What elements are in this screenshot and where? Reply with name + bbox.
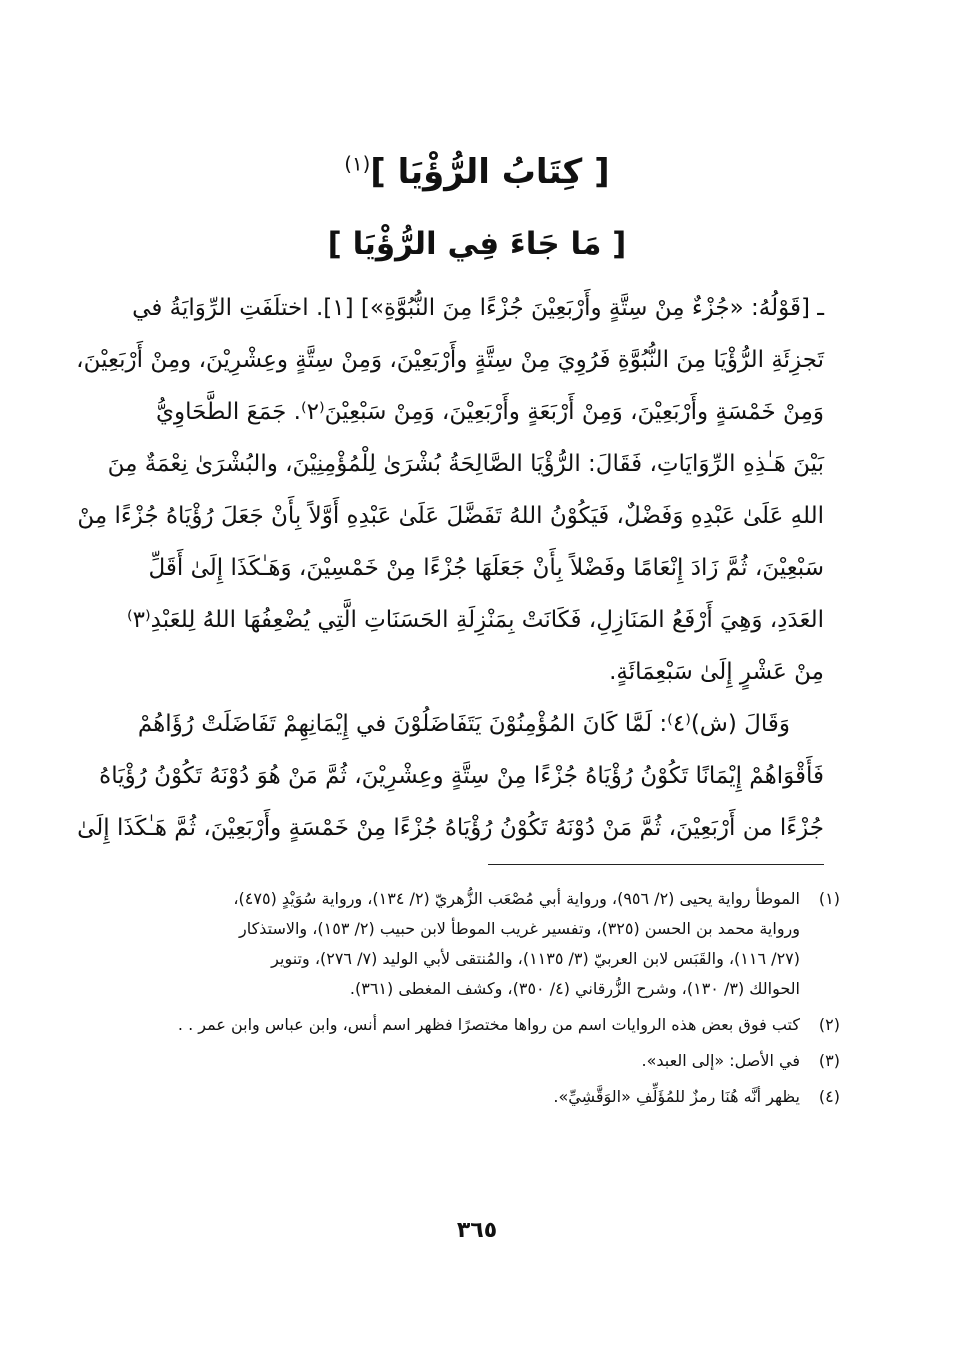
text-line: جُزْءًا من أَرْبَعِيْنَ، ثُمَّ مَنْ دُوْنَهُ تَكُوْنُ رُؤْيَاهُ جُزْءًا مِنْ خَمْسَةٍ وأَرْبَعِيْنَ، ثُمَّ هَـٰكَذَا إِلَىٰ xyxy=(77,815,824,841)
text-line: مِنْ عَشْرٍ إِلَىٰ سَبْعِمَائَةٍ. xyxy=(609,659,824,685)
footnote-number: (٤) xyxy=(818,1087,840,1106)
book-title-footnote-ref: (١) xyxy=(344,152,371,176)
text-line: وَمِنْ خَمْسَةٍ وأَرْبَعِيْنَ، وَمِنْ أَرْبَعَةٍ وأَرْبَعِيْنَ، وَمِنْ سَبْعِيْنَ⁽٢⁾. جَمَعَ الطَّحَاوِيُّ xyxy=(156,399,824,425)
main-text xyxy=(76,282,824,854)
page-number: ٣٦٥ xyxy=(456,1218,498,1243)
footnote-number: (٣) xyxy=(818,1051,840,1070)
text-line: وَقَالَ (ش)⁽٤⁾: لَمَّا كَانَ المُؤْمِنُوْنَ يَتَفَاضَلُوْنَ في إِيْمَانِهِمْ تَفَاضَلَتْ رُؤَاهُمْ xyxy=(137,711,790,737)
footnote xyxy=(120,1082,840,1112)
footnote-line: في الأصل: «إلى العبد». xyxy=(641,1051,800,1070)
footnotes xyxy=(120,884,840,1112)
footnote-number: (١) xyxy=(818,889,840,908)
footnote xyxy=(120,1046,840,1076)
footnote-line: يظهر أنَّه هُنَا رمزٌ للمُؤَلِّفِ «الوَقَّشِيِّ». xyxy=(553,1087,800,1106)
text-line: فَأَقْوَاهُمْ إِيْمَانًا تَكُوْنُ رُؤْيَاهُ جُزْءًا مِنْ سِتَّةٍ وعِشْرِيْنَ، ثُمَّ مَنْ هُوَ دُوْنَهُ تَكُوْنُ رُؤْيَاهُ xyxy=(99,763,824,789)
footnote-line: الموطأ رواية يحيى (٢/ ٩٥٦)، ورواية أبي مُصْعَب الزُّهريّ (٢/ ١٣٤)، ورواية سُوَيْدٍ (٤٧٥)، xyxy=(233,889,800,908)
book-title xyxy=(0,150,954,194)
footnote-text xyxy=(120,1082,800,1112)
text-line: سَبْعِيْنَ، ثُمَّ زَادَ إِنْعَامًا وفَضْلاً بِأَنْ جَعَلَهَا جُزْءًا مِنْ خَمْسِيْنَ، وَهَـٰكَذَا إِلَىٰ أَقَلِّ xyxy=(148,555,824,581)
footnote xyxy=(120,1010,840,1040)
footnote-text xyxy=(120,1046,800,1076)
chapter-title: [ مَا جَاءَ فِي الرُّؤْيَا ] xyxy=(327,226,627,262)
text-line: العَدَدِ، وَهِيَ أَرْفَعُ المَنَازِلِ، فَكَانَتْ بِمَنْزِلَةِ الحَسَنَاتِ الَّتِي يُضْعِفُهَا اللهُ لِلعَبْدِ⁽٣⁾ xyxy=(126,607,824,633)
footnote xyxy=(120,884,840,1004)
footnote-text xyxy=(120,884,800,1004)
text-line: بَيْنَ هَـٰذِهِ الرِّوَايَاتِ، فَقَالَ: الرُّؤْيَا الصَّالِحَةُ بُشْرَىٰ لِلْمُؤْمِنِيْنَ، والبُشْرَىٰ نِعْمَةٌ مِنَ xyxy=(107,451,824,477)
book-title-text: [ كِتَابُ الرُّؤْيَا ] xyxy=(370,152,610,192)
text-line: اللهِ عَلَىٰ عَبْدِهِ وَفَضْلٌ، فَيَكُوْنُ اللهُ تَفَضَّلَ عَلَىٰ عَبْدِهِ أَوَّلاً بِأَنْ جَعَلَ رُؤْيَاهُ جُزْءًا مِنْ xyxy=(77,503,824,529)
footnote-line: ورواية محمد بن الحسن (٣٢٥)، وتفسير غريب الموطأ لابن حبيب (٢/ ١٥٣)، والاستذكار xyxy=(239,919,800,938)
text-line: ـ [قَوْلُهُ: «جُزْءٌ مِنْ سِتَّةٍ وأَرْبَعِيْنَ جُزْءًا مِنَ النُّبُوَّةِ»] [١]. اختلَفَتِ الرِّوَايَةُ في xyxy=(132,295,824,321)
footnote-line: (٢٧/ ١١٦)، والقَبَس لابن العربيّ (٣/ ١١٣٥)، والمُنتقى لأبي الوليد (٧/ ٢٧٦)، وتنوير xyxy=(271,949,800,968)
footnote-line: كتب فوق بعض هذه الروايات اسم من رواها مختصرًا فظهر اسم أنس، وابن عباس وابن عمر . . xyxy=(177,1015,800,1034)
text-line: تَجزِئَةِ الرُّؤْيَا مِنَ النُّبُوَّةِ فَرُوِيَ مِنْ سِتَّةٍ وأَرْبَعِيْنَ، وَمِنْ سِتَّةٍ وعِشْرِيْنَ، ومِنْ أَرْبَعِيْنَ، xyxy=(76,347,824,373)
footnote-text xyxy=(120,1010,800,1040)
footnote-separator xyxy=(488,864,824,865)
footnote-line: الحوالك (٣/ ١٣٠)، وشرح الزُّرقاني (٤/ ٣٥٠)، وكشف المغطى (٣٦١). xyxy=(349,979,800,998)
footnote-number: (٢) xyxy=(818,1015,840,1034)
